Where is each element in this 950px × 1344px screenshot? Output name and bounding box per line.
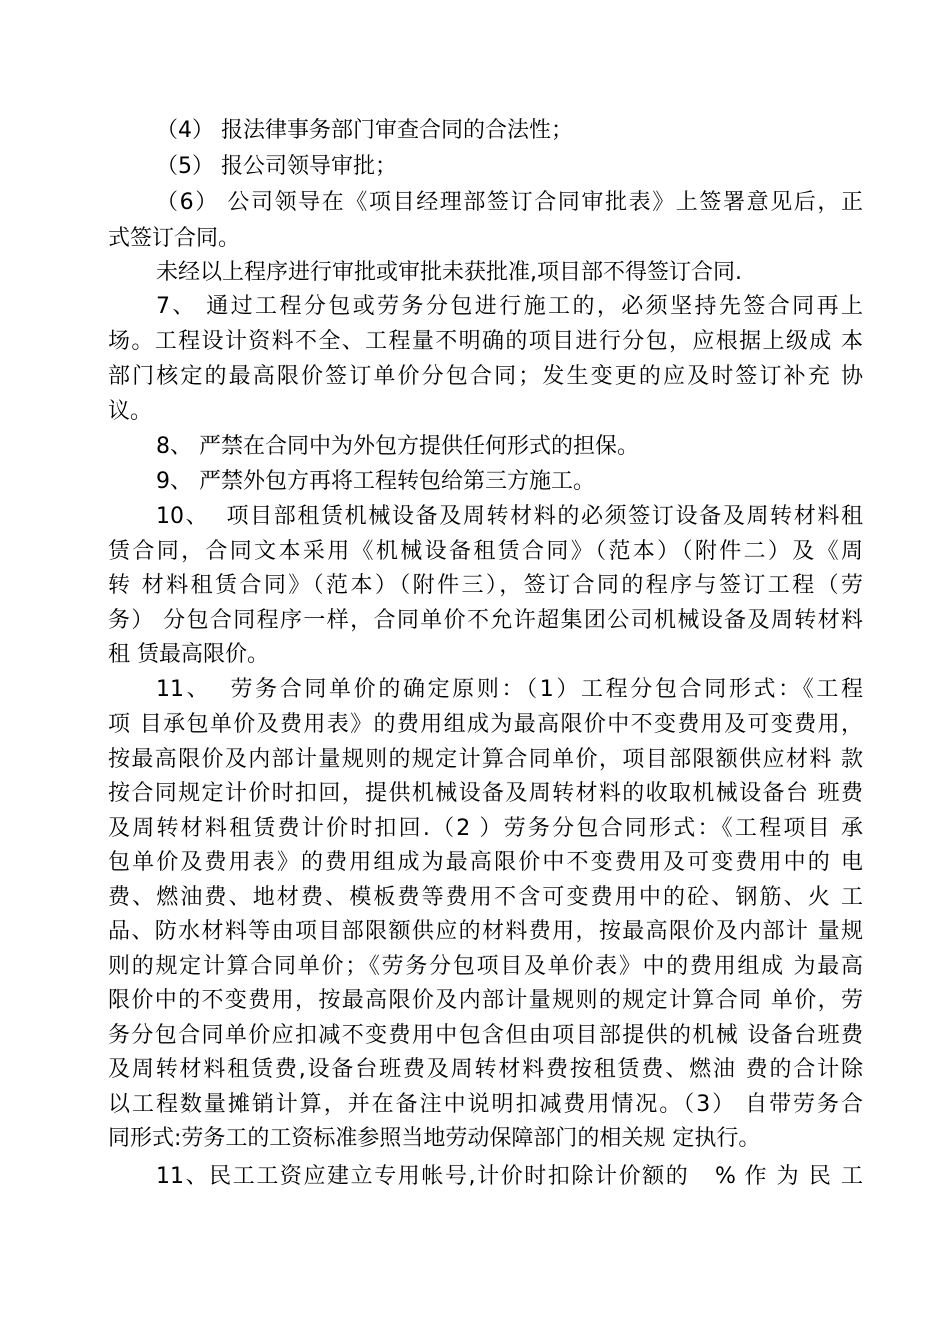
text-line: 包单价及费用表》的费用组成为最高限价中不变费用及可变费用中的 电 xyxy=(108,850,863,875)
text-line: 租 赁最高限价。 xyxy=(108,642,269,667)
text-line: 议。 xyxy=(108,399,153,424)
text-line: 及周转材料租赁费计价时扣回.（2 ）劳务分包合同形式：《工程项目 承 xyxy=(108,816,863,841)
text-line: 式签订合同。 xyxy=(108,226,241,251)
text-line: 10、 项目部租赁机械设备及周转材料的必须签订设备及周转材料租 xyxy=(156,504,863,529)
text-line: 限价中的不变费用，按最高限价及内部计量规则的规定计算合同 单价，劳 xyxy=(108,988,863,1013)
text-line: 未经以上程序进行审批或审批未获批准,项目部不得签订合同. xyxy=(156,260,742,285)
text-line: 同形式:劳务工的工资标准参照当地劳动保障部门的相关规 定执行。 xyxy=(108,1126,761,1151)
text-line: 11、民工工资应建立专用帐号,计价时扣除计价额的 % 作 为 民 工 xyxy=(156,1164,863,1189)
text-line: 7、 通过工程分包或劳务分包进行施工的，必须坚持先签合同再上 xyxy=(156,294,863,319)
text-line: 赁合同，合同文本采用《机械设备租赁合同》（范本）（附件二）及《周 xyxy=(108,539,863,564)
text-line: 部门核定的最高限价签订单价分包合同；发生变更的应及时签订补充 协 xyxy=(108,364,863,389)
text-line: 及周转材料租赁费,设备台班费及周转材料费按租赁费、燃油 费的合计除 xyxy=(108,1057,863,1082)
text-line: （6） 公司领导在《项目经理部签订合同审批表》上签署意见后，正 xyxy=(156,190,863,215)
text-line: 费、燃油费、地材费、模板费等费用不含可变费用中的砼、钢筋、火 工 xyxy=(108,885,863,910)
text-line: （4） 报法律事务部门审查合同的合法性； xyxy=(156,118,573,143)
text-line: 务） 分包合同程序一样，合同单价不允许超集团公司机械设备及周转材料 xyxy=(108,608,863,633)
text-line: （5） 报公司领导审批； xyxy=(156,154,397,179)
text-line: 11、 劳务合同单价的确定原则：（1）工程分包合同形式：《工程 xyxy=(156,677,863,702)
text-line: 项 目承包单价及费用表》的费用组成为最高限价中不变费用及可变费用， xyxy=(108,712,863,737)
text-line: 按合同规定计价时扣回，提供机械设备及周转材料的收取机械设备台 班费 xyxy=(108,781,863,806)
text-line: 转 材料租赁合同》（范本）（附件三），签订合同的程序与签订工程（劳 xyxy=(108,573,863,598)
text-line: 8、 严禁在合同中为外包方提供任何形式的担保。 xyxy=(156,434,639,459)
text-line: 9、 严禁外包方再将工程转包给第三方施工。 xyxy=(156,469,595,494)
text-line: 则的规定计算合同单价；《劳务分包项目及单价表》中的费用组成 为最高 xyxy=(108,954,863,979)
text-line: 品、防水材料等由项目部限额供应的材料费用，按最高限价及内部计 量规 xyxy=(108,919,863,944)
text-line: 场。工程设计资料不全、工程量不明确的项目进行分包，应根据上级成 本 xyxy=(108,329,863,354)
text-line: 务分包合同单价应扣减不变费用中包含但由项目部提供的机械 设备台班费 xyxy=(108,1023,863,1048)
text-line: 以工程数量摊销计算，并在备注中说明扣减费用情况。（3） 自带劳务合 xyxy=(108,1092,863,1117)
text-line: 按最高限价及内部计量规则的规定计算合同单价，项目部限额供应材料 款 xyxy=(108,747,863,772)
